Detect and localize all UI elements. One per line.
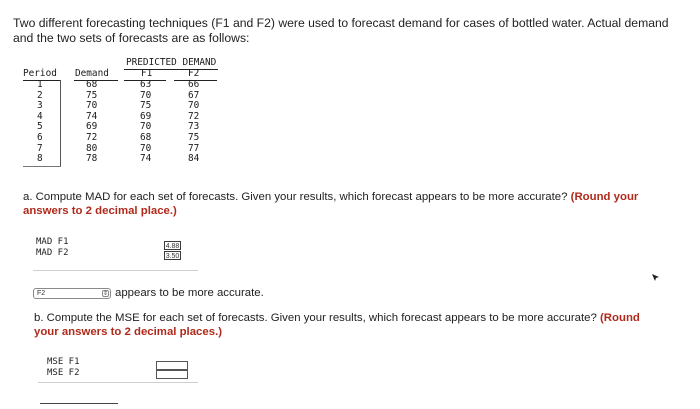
question-b-text: b. Compute the MSE for each set of forecasts. Given your results, which forecast appears to be more accurate? <box>34 312 597 324</box>
period-cell: 1 <box>37 79 43 90</box>
predicted-demand-header: PREDICTED DEMAND <box>126 57 217 68</box>
f2-cell: 84 <box>188 153 200 165</box>
demand-cell: 72 <box>86 132 98 143</box>
mad-f2-input[interactable]: 3.50 <box>165 253 180 260</box>
question-a <box>23 190 663 218</box>
demand-header: Demand <box>75 68 109 79</box>
demand-cell: 74 <box>86 110 98 122</box>
f1-cell: 70 <box>140 121 152 133</box>
f2-cell: 73 <box>188 121 200 133</box>
mse-f1-label: MSE F1 <box>47 357 80 367</box>
f2-cell: 67 <box>188 89 200 101</box>
demand-cell: 70 <box>86 100 98 112</box>
f1-cell: 68 <box>140 132 152 143</box>
bottom-rule <box>40 403 118 404</box>
demand-cell: 69 <box>86 121 98 133</box>
f2-header: F2 <box>188 68 200 79</box>
demand-cell: 80 <box>86 142 98 154</box>
question-a-instruction: (Round your answers to 2 decimal place.) <box>23 191 639 217</box>
f2-cell: 75 <box>188 132 200 143</box>
part-a-divider <box>33 270 198 271</box>
f2-cell: 70 <box>188 100 200 112</box>
period-cell: 5 <box>37 121 43 133</box>
demand-cell: 68 <box>86 79 98 90</box>
f1-header: F1 <box>141 68 153 79</box>
mad-f1-input[interactable]: 4.88 <box>165 243 180 250</box>
f2-cell: 66 <box>188 79 200 90</box>
demand-cell: 78 <box>86 153 98 165</box>
problem-intro: Two different forecasting techniques (F1 and F2) were used to forecast demand for cases of bottled water. Actual demand and the two sets of forecasts are as follows: <box>13 16 669 45</box>
f1-cell: 74 <box>140 153 152 165</box>
period-cell: 7 <box>37 142 43 154</box>
f1-cell: 69 <box>140 110 152 122</box>
table-bottom-rule <box>23 166 61 167</box>
period-header: Period <box>23 68 57 79</box>
f1-cell: 70 <box>140 142 152 154</box>
header-underline <box>124 69 218 70</box>
mse-f2-label: MSE F2 <box>47 368 80 378</box>
f1-cell: 63 <box>140 79 152 90</box>
mad-f2-label: MAD F2 <box>36 248 69 258</box>
part-b-divider <box>38 382 198 383</box>
more-accurate-select[interactable] <box>33 288 111 299</box>
mse-f2-input[interactable] <box>156 370 188 379</box>
demand-cell: 75 <box>86 89 98 101</box>
f2-cell: 77 <box>188 142 200 154</box>
f1-cell: 75 <box>140 100 152 112</box>
question-b-instruction: (Round your answers to 2 decimal places.) <box>34 312 640 338</box>
question-a-text: a. Compute MAD for each set of forecasts. Given your results, which forecast appears to be more accurate? <box>23 191 568 203</box>
select-arrows-icon: ⇕ <box>103 291 109 297</box>
question-b <box>34 311 654 339</box>
f1-cell: 70 <box>140 89 152 101</box>
period-cell: 2 <box>37 89 43 101</box>
period-divider <box>60 80 61 166</box>
mad-f1-label: MAD F1 <box>36 237 69 247</box>
mse-f1-input[interactable] <box>156 361 188 370</box>
select-value: F2 <box>37 290 46 297</box>
appears-more-accurate-text: appears to be more accurate. <box>115 287 264 299</box>
period-cell: 6 <box>37 132 43 143</box>
f2-cell: 72 <box>188 110 200 122</box>
period-cell: 3 <box>37 100 43 112</box>
period-cell: 4 <box>37 110 43 122</box>
period-cell: 8 <box>37 153 43 165</box>
mouse-pointer-icon <box>652 274 660 282</box>
